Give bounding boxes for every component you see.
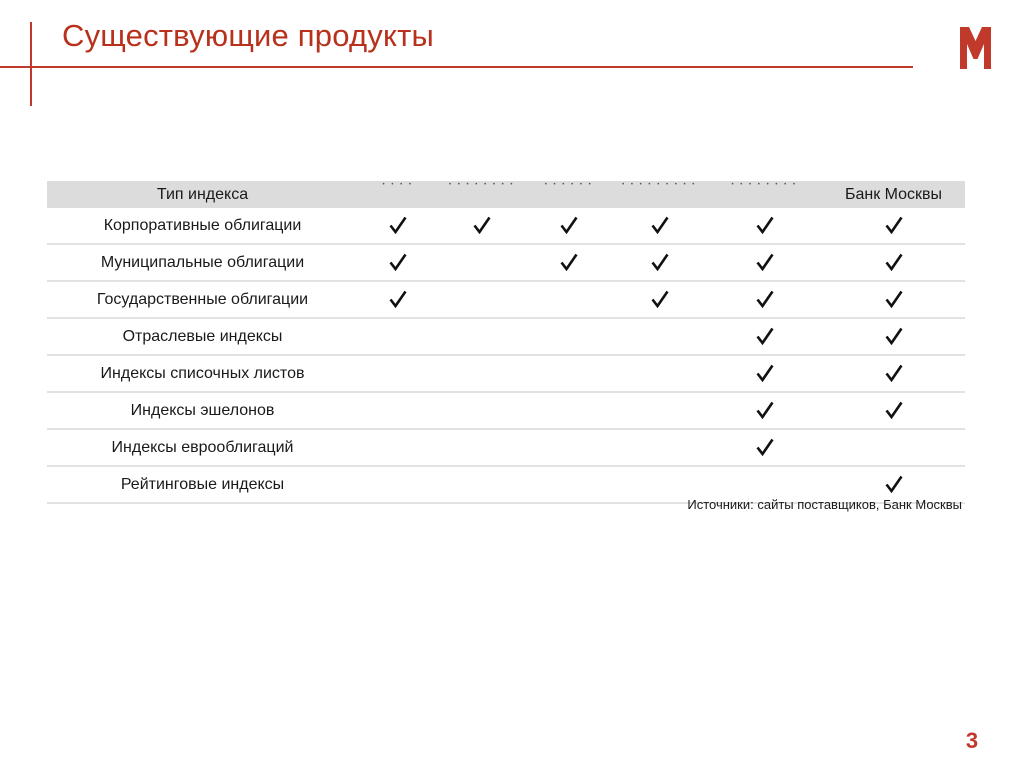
check-icon — [885, 253, 903, 271]
header-provider-4: • • • • • • • • • — [612, 181, 707, 208]
check-icon — [651, 290, 669, 308]
check-cell — [438, 208, 526, 244]
check-cell — [822, 429, 965, 466]
accent-vertical-line — [30, 22, 32, 106]
check-cell — [438, 466, 526, 503]
row-label: Корпоративные облигации — [47, 208, 358, 244]
row-label: Индексы еврооблигаций — [47, 429, 358, 466]
check-cell — [612, 244, 707, 281]
check-icon — [756, 290, 774, 308]
check-icon — [756, 216, 774, 234]
accent-horizontal-line — [0, 66, 913, 68]
check-icon — [389, 216, 407, 234]
check-cell — [358, 281, 438, 318]
check-cell — [612, 281, 707, 318]
check-icon — [756, 438, 774, 456]
row-label: Муниципальные облигации — [47, 244, 358, 281]
check-cell — [526, 429, 612, 466]
check-cell — [438, 318, 526, 355]
check-cell — [438, 392, 526, 429]
check-cell — [526, 392, 612, 429]
header-provider-5: • • • • • • • • — [707, 181, 822, 208]
header-provider-2: • • • • • • • • — [438, 181, 526, 208]
check-cell — [526, 208, 612, 244]
check-cell — [526, 318, 612, 355]
check-cell — [438, 244, 526, 281]
check-icon — [389, 253, 407, 271]
check-cell — [358, 392, 438, 429]
check-icon — [885, 475, 903, 493]
check-cell — [707, 281, 822, 318]
check-cell — [707, 355, 822, 392]
check-cell — [612, 429, 707, 466]
check-icon — [756, 401, 774, 419]
check-cell — [612, 355, 707, 392]
check-cell — [707, 318, 822, 355]
check-cell — [358, 318, 438, 355]
check-cell — [526, 355, 612, 392]
check-cell — [822, 281, 965, 318]
row-label: Отраслевые индексы — [47, 318, 358, 355]
check-cell — [358, 466, 438, 503]
check-icon — [885, 401, 903, 419]
index-comparison-table — [47, 181, 965, 504]
check-cell — [526, 281, 612, 318]
check-icon — [756, 327, 774, 345]
check-cell — [438, 355, 526, 392]
table-header-row — [47, 181, 965, 208]
table-row — [47, 392, 965, 429]
header-provider-3: • • • • • • — [526, 181, 612, 208]
check-icon — [885, 216, 903, 234]
header-provider-1: • • • • — [358, 181, 438, 208]
check-cell — [707, 244, 822, 281]
check-cell — [707, 429, 822, 466]
row-label: Рейтинговые индексы — [47, 466, 358, 503]
table-row — [47, 429, 965, 466]
check-cell — [822, 392, 965, 429]
check-cell — [526, 244, 612, 281]
check-icon — [651, 253, 669, 271]
table-row — [47, 244, 965, 281]
check-cell — [612, 318, 707, 355]
header-index-type: Тип индекса — [47, 181, 358, 208]
check-icon — [389, 290, 407, 308]
check-cell — [707, 208, 822, 244]
check-cell — [612, 208, 707, 244]
check-cell — [822, 318, 965, 355]
check-icon — [560, 216, 578, 234]
row-label: Государственные облигации — [47, 281, 358, 318]
check-cell — [612, 392, 707, 429]
check-icon — [885, 364, 903, 382]
source-note: Источники: сайты поставщиков, Банк Москвы — [687, 497, 962, 512]
table-row — [47, 318, 965, 355]
check-cell — [822, 244, 965, 281]
table-row — [47, 355, 965, 392]
check-cell — [438, 281, 526, 318]
check-icon — [885, 290, 903, 308]
check-icon — [756, 364, 774, 382]
check-cell — [358, 208, 438, 244]
check-icon — [756, 253, 774, 271]
check-icon — [473, 216, 491, 234]
check-cell — [822, 355, 965, 392]
check-cell — [358, 355, 438, 392]
check-icon — [651, 216, 669, 234]
table-row — [47, 281, 965, 318]
check-cell — [822, 208, 965, 244]
table-row — [47, 208, 965, 244]
row-label: Индексы эшелонов — [47, 392, 358, 429]
check-cell — [526, 466, 612, 503]
row-label: Индексы списочных листов — [47, 355, 358, 392]
check-icon — [560, 253, 578, 271]
check-cell — [438, 429, 526, 466]
check-cell — [358, 429, 438, 466]
check-cell — [707, 392, 822, 429]
page-number: 3 — [965, 728, 979, 753]
header-bank-moskvy: Банк Москвы — [822, 181, 965, 208]
slide-title: Существующие продукты — [62, 18, 434, 53]
check-icon — [885, 327, 903, 345]
bank-m-logo — [960, 27, 991, 69]
check-cell — [358, 244, 438, 281]
